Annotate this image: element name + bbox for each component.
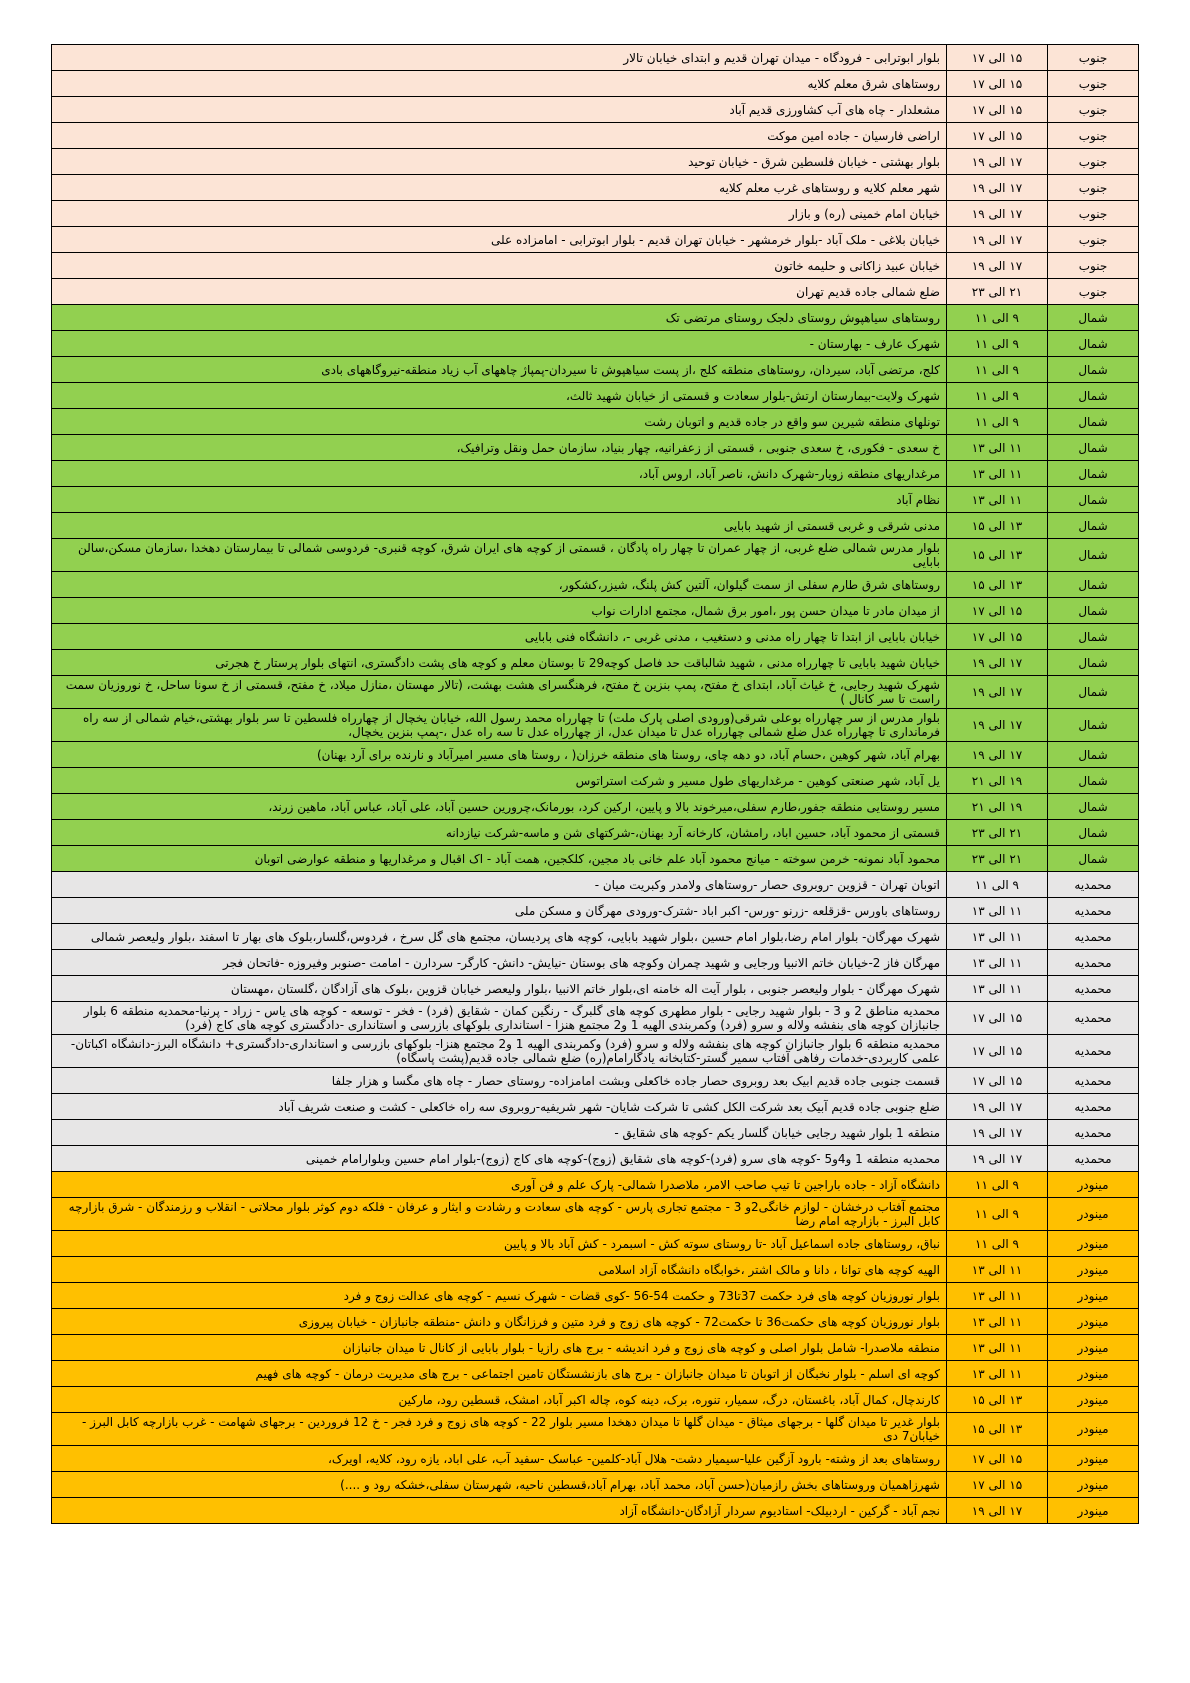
table-row — [52, 305, 1139, 331]
region-cell: جنوب — [1048, 227, 1139, 253]
time-cell: ۱۱ الی ۱۳ — [947, 976, 1048, 1002]
time-cell: ۱۷ الی ۱۹ — [947, 1120, 1048, 1146]
time-cell: ۲۱ الی ۲۳ — [947, 846, 1048, 872]
area-cell: مهرگان فاز 2-خیابان خاتم الانبیا ورجایی و شهید چمران وکوچه های بوستان -نیایش- دانش- کارگر- سردارن - امامت -صنوبر وفیروزه -فاتحان فجر — [52, 950, 947, 976]
table-row — [52, 1094, 1139, 1120]
area-cell: خیابان امام خمینی (ره) و بازار — [52, 201, 947, 227]
area-cell: بلوار مدرس از سر چهارراه بوعلی شرقی(ورودی اصلی پارک ملت) تا چهارراه محمد رسول الله، خیابان یخچال از چهارراه فلسطین تا سر بلوار بهشتی،خیام شمالی از سه راه فرمانداری تا چهارراه عدل ضلع شمالی چهارراه عدل تا میدان عدل، از چهارراه عدل تا سه راه عدل ،-پمپ بنزین یخچال، — [52, 709, 947, 742]
time-cell: ۱۵ الی ۱۷ — [947, 1446, 1048, 1472]
table-row — [52, 820, 1139, 846]
area-cell: بلوار نوروزیان کوچه های حکمت36 تا حکمت72 - کوچه های زوج و فرد متین و فرزانگان و دانش -منطقه جانبازان - خیابان پیروزی — [52, 1309, 947, 1335]
table-row — [52, 898, 1139, 924]
table-row — [52, 1146, 1139, 1172]
time-cell: ۱۷ الی ۱۹ — [947, 1094, 1048, 1120]
table-row — [52, 624, 1139, 650]
area-cell: یل آباد، شهر صنعتی کوهین - مرغداریهای طول مسیر و شرکت استراتوس — [52, 768, 947, 794]
area-cell: ضلع جنوبی جاده قدیم آبیک بعد شرکت الکل کشی تا شرکت شایان- شهر شریفیه-روبروی سه راه خاکعلی - کشت و صنعت شریف آباد — [52, 1094, 947, 1120]
region-cell: محمدیه — [1048, 1035, 1139, 1068]
time-cell: ۱۱ الی ۱۳ — [947, 1335, 1048, 1361]
area-cell: تونلهای منطقه شیرین سو واقع در جاده قدیم و اتوبان رشت — [52, 409, 947, 435]
time-cell: ۱۵ الی ۱۷ — [947, 598, 1048, 624]
time-cell: ۱۷ الی ۱۹ — [947, 175, 1048, 201]
time-cell: ۱۱ الی ۱۳ — [947, 950, 1048, 976]
area-cell: بلوار مدرس شمالی ضلع غربی، از چهار عمران تا چهار راه پادگان ، قسمتی از کوچه های ایران شرق، کوچه قنبری- فردوسی شمالی تا بیمارستان دهخدا ،سازمان مسکن،سالن بابایی — [52, 539, 947, 572]
region-cell: شمال — [1048, 768, 1139, 794]
table-row — [52, 331, 1139, 357]
time-cell: ۱۱ الی ۱۳ — [947, 487, 1048, 513]
area-cell: بلوار بهشتی - خیابان فلسطین شرق - خیابان توحید — [52, 149, 947, 175]
area-cell: دانشگاه آزاد - جاده باراجین تا تیپ صاحب الامر، ملاصدرا شمالی- پارک علم و فن آوری — [52, 1172, 947, 1198]
table-row — [52, 1068, 1139, 1094]
time-cell: ۱۵ الی ۱۷ — [947, 45, 1048, 71]
table-row — [52, 149, 1139, 175]
region-cell: شمال — [1048, 572, 1139, 598]
region-cell: جنوب — [1048, 253, 1139, 279]
table-row — [52, 1035, 1139, 1068]
area-cell: مشعلدار - چاه های آب کشاورزی قدیم آباد — [52, 97, 947, 123]
region-cell: مینودر — [1048, 1257, 1139, 1283]
region-cell: مینودر — [1048, 1231, 1139, 1257]
area-cell: بلوار ابوترابی - فرودگاه - میدان تهران قدیم و ابتدای خیابان تالار — [52, 45, 947, 71]
area-cell: شهرک عارف - بهارستان - — [52, 331, 947, 357]
time-cell: ۱۵ الی ۱۷ — [947, 1068, 1048, 1094]
time-cell: ۱۵ الی ۱۷ — [947, 1002, 1048, 1035]
area-cell: بلوار غدیر تا میدان گلها - برجهای میثاق - میدان گلها تا میدان دهخدا مسیر بلوار 22 - کوچه های زوج و فرد فجر - خ 12 فروردین - برجهای شهامت - غرب بازارچه کابل البرز - خیابان7 دی — [52, 1413, 947, 1446]
area-cell: محمدیه منطقه 1 و4و5 -کوچه های سرو (فرد)-کوچه های شقایق (زوج)-کوچه های کاج (زوج)-بلوار امام حسین وبلوارامام خمینی — [52, 1146, 947, 1172]
table-row — [52, 1283, 1139, 1309]
area-cell: اراضی فارسیان - جاده امین موکت — [52, 123, 947, 149]
time-cell: ۹ الی ۱۱ — [947, 305, 1048, 331]
time-cell: ۱۷ الی ۱۹ — [947, 742, 1048, 768]
region-cell: جنوب — [1048, 97, 1139, 123]
table-row — [52, 650, 1139, 676]
region-cell: شمال — [1048, 331, 1139, 357]
area-cell: محمدیه مناطق 2 و 3 - بلوار شهید رجایی - بلوار مطهری کوچه های گلبرگ - رنگین کمان - شقایق (فرد) - فخر - توسعه - کوچه های یاس - زراد - پرنیا-محمدیه منطقه 6 بلوار جانبازان کوچه های بنفشه ولاله و سرو (فرد) وکمربندی الهیه 1 و2 مجتمع هنزا - استانداری بلوکهای بازرسی و استانداری -دادگستری کوچه های کاج (فرد) — [52, 1002, 947, 1035]
region-cell: جنوب — [1048, 279, 1139, 305]
area-cell: ضلع شمالی جاده قدیم تهران — [52, 279, 947, 305]
table-row — [52, 676, 1139, 709]
time-cell: ۹ الی ۱۱ — [947, 1231, 1048, 1257]
region-cell: شمال — [1048, 709, 1139, 742]
time-cell: ۱۷ الی ۱۹ — [947, 149, 1048, 175]
region-cell: شمال — [1048, 598, 1139, 624]
area-cell: محمدیه منطقه 6 بلوار جانبازان کوچه های بنفشه ولاله و سرو (فرد) وکمربندی الهیه 1 و2 مجتمع هنزا- بلوکهای بازرسی و استانداری-دادگستری+ دانشگاه البرز-دانشگاه اکباتان-علمی کاربردی-خدمات رفاهی آفتاب سمیر گستر-کتابخانه یادگارامام(ره) ضلع شمالی جاده قدیم(پشت پاسگاه) — [52, 1035, 947, 1068]
region-cell: شمال — [1048, 383, 1139, 409]
area-cell: مرغداریهای منطقه زویار-شهرک دانش، ناصر آباد، اروس آباد، — [52, 461, 947, 487]
time-cell: ۱۱ الی ۱۳ — [947, 1309, 1048, 1335]
area-cell: خیابان عبید زاکانی و حلیمه خاتون — [52, 253, 947, 279]
time-cell: ۹ الی ۱۱ — [947, 357, 1048, 383]
table-row — [52, 227, 1139, 253]
table-row — [52, 1257, 1139, 1283]
area-cell: شهرک مهرگان - بلوار ولیعصر جنوبی ، بلوار آیت اله خامنه ای،بلوار خاتم الانبیا ،بلوار ولیعصر خیابان قزوین ،بلوک های آزادگان ،گلستان ،مهستان — [52, 976, 947, 1002]
area-cell: خیابان بابایی از ابتدا تا چهار راه مدنی و دستغیب ، مدنی غربی -، دانشگاه فنی بابایی — [52, 624, 947, 650]
table-row — [52, 513, 1139, 539]
table-row — [52, 45, 1139, 71]
time-cell: ۱۱ الی ۱۳ — [947, 461, 1048, 487]
area-cell: شهرک مهرگان- بلوار امام رضا،بلوار امام حسین ،بلوار شهید بابایی، کوچه های پردیسان، مجتمع های گل سرخ ، فردوس،گلسار،بلوک های بهار تا اسفند ،بلوار ولیعصر شمالی — [52, 924, 947, 950]
region-cell: شمال — [1048, 357, 1139, 383]
region-cell: محمدیه — [1048, 924, 1139, 950]
region-cell: محمدیه — [1048, 1002, 1139, 1035]
region-cell: جنوب — [1048, 45, 1139, 71]
region-cell: جنوب — [1048, 149, 1139, 175]
table-row — [52, 1387, 1139, 1413]
region-cell: مینودر — [1048, 1172, 1139, 1198]
area-cell: شهرزاهمیان وروستاهای بخش رازمیان(حسن آباد، محمد آباد، بهرام آباد،قسطین ناحیه، شهرستان سفلی،خشکه رود و ....) — [52, 1472, 947, 1498]
region-cell: شمال — [1048, 487, 1139, 513]
table-row — [52, 1309, 1139, 1335]
region-cell: شمال — [1048, 409, 1139, 435]
time-cell: ۱۱ الی ۱۳ — [947, 435, 1048, 461]
area-cell: مدنی شرقی و غربی قسمتی از شهید بابایی — [52, 513, 947, 539]
table-row — [52, 71, 1139, 97]
region-cell: شمال — [1048, 305, 1139, 331]
region-cell: جنوب — [1048, 71, 1139, 97]
table-row — [52, 872, 1139, 898]
region-cell: مینودر — [1048, 1309, 1139, 1335]
region-cell: مینودر — [1048, 1387, 1139, 1413]
time-cell: ۱۳ الی ۱۵ — [947, 572, 1048, 598]
area-cell: مجتمع آفتاب درخشان - لوازم خانگی2و 3 - مجتمع تجاری پارس - کوچه های سعادت و رشادت و ایثار و عرفان - فلکه دوم کوثر بلوار محلاتی - انقلاب و رزمندگان - شرق بازارچه کابل البرز - بازارچه امام رضا — [52, 1198, 947, 1231]
area-cell: خیابان شهید بابایی تا چهارراه مدنی ، شهید شالباقت حد فاصل کوچه29 تا بوستان معلم و کوچه های پشت دادگستری، انتهای بلوار پرستار خ هجرتی — [52, 650, 947, 676]
region-cell: جنوب — [1048, 123, 1139, 149]
area-cell: منطقه 1 بلوار شهید رجایی خیابان گلسار یکم -کوچه های شقایق - — [52, 1120, 947, 1146]
area-cell: محمود آباد نمونه- خرمن سوخته - میانج محمود آباد علم خانی باد مجین، کلکجین، همت آباد - اک اقبال و مرغداریها و منطقه عوارضی اتوبان — [52, 846, 947, 872]
table-row — [52, 1446, 1139, 1472]
table-row — [52, 768, 1139, 794]
time-cell: ۱۹ الی ۲۱ — [947, 794, 1048, 820]
table-row — [52, 435, 1139, 461]
region-cell: محمدیه — [1048, 1094, 1139, 1120]
region-cell: شمال — [1048, 820, 1139, 846]
area-cell: نباق، روستاهای جاده اسماعیل آباد -تا روستای سوته کش - اسبمرد - کش آباد بالا و پایین — [52, 1231, 947, 1257]
area-cell: شهر معلم کلایه و روستاهای غرب معلم کلایه — [52, 175, 947, 201]
time-cell: ۱۳ الی ۱۵ — [947, 513, 1048, 539]
table-row — [52, 924, 1139, 950]
region-cell: محمدیه — [1048, 1146, 1139, 1172]
time-cell: ۹ الی ۱۱ — [947, 331, 1048, 357]
table-row — [52, 1172, 1139, 1198]
region-cell: شمال — [1048, 846, 1139, 872]
time-cell: ۱۷ الی ۱۹ — [947, 709, 1048, 742]
table-row — [52, 1361, 1139, 1387]
time-cell: ۱۱ الی ۱۳ — [947, 1361, 1048, 1387]
time-cell: ۱۳ الی ۱۵ — [947, 1387, 1048, 1413]
region-cell: شمال — [1048, 461, 1139, 487]
region-cell: شمال — [1048, 676, 1139, 709]
region-cell: مینودر — [1048, 1446, 1139, 1472]
time-cell: ۱۷ الی ۱۹ — [947, 650, 1048, 676]
time-cell: ۱۷ الی ۱۹ — [947, 676, 1048, 709]
time-cell: ۱۹ الی ۲۱ — [947, 768, 1048, 794]
region-cell: شمال — [1048, 650, 1139, 676]
region-cell: شمال — [1048, 539, 1139, 572]
table-row — [52, 976, 1139, 1002]
region-cell: مینودر — [1048, 1361, 1139, 1387]
time-cell: ۱۱ الی ۱۳ — [947, 924, 1048, 950]
area-cell: قسمت جنوبی جاده قدیم ابیک بعد روبروی حصار جاده خاکعلی وبشت امامزاده- روستای حصار - چاه های مگسا و هزار جلفا — [52, 1068, 947, 1094]
region-cell: جنوب — [1048, 175, 1139, 201]
time-cell: ۹ الی ۱۱ — [947, 872, 1048, 898]
area-cell: نظام آباد — [52, 487, 947, 513]
time-cell: ۹ الی ۱۱ — [947, 383, 1048, 409]
time-cell: ۱۷ الی ۱۹ — [947, 253, 1048, 279]
area-cell: کوچه ای اسلم - بلوار نخبگان از اتوبان تا میدان جانبازان - برج های بازنشستگان تامین اجتماعی - برج های مدیریت درمان - کوچه های فهیم — [52, 1361, 947, 1387]
table-row — [52, 950, 1139, 976]
region-cell: مینودر — [1048, 1335, 1139, 1361]
area-cell: نجم آباد - گرکین - اردبیلک- استادیوم سردار آزادگان-دانشگاه آزاد — [52, 1498, 947, 1524]
table-row — [52, 742, 1139, 768]
time-cell: ۱۵ الی ۱۷ — [947, 1472, 1048, 1498]
region-cell: شمال — [1048, 435, 1139, 461]
time-cell: ۱۷ الی ۱۹ — [947, 1498, 1048, 1524]
region-cell: محمدیه — [1048, 872, 1139, 898]
area-cell: روستاهای بعد از وشته- بارود آزگین علیا-سیمیار دشت- هلال آباد-کلمین- عباسک -سفید آب، علی اباد، یازه رود، کلایه، اویرک، — [52, 1446, 947, 1472]
table-row — [52, 461, 1139, 487]
area-cell: اتوبان تهران - قزوین -روبروی حصار -روستاهای ولامدر وکبریت میان - — [52, 872, 947, 898]
area-cell: قسمتی از محمود آباد، حسین اباد، رامشان، کارخانه آرد بهنان،-شرکتهای شن و ماسه-شرکت نیازدانه — [52, 820, 947, 846]
table-row — [52, 1231, 1139, 1257]
table-row — [52, 253, 1139, 279]
area-cell: بهرام آباد، شهر کوهین ،حسام آباد، دو دهه چای، روستا های منطقه خرزان( ، روستا های مسیر امیرآباد و نارنده برای آرد بهنان) — [52, 742, 947, 768]
area-cell: شهرک ولایت-بیمارستان ارتش-بلوار سعادت و قسمتی از خیابان شهید ثالث، — [52, 383, 947, 409]
table-row — [52, 383, 1139, 409]
table-row — [52, 97, 1139, 123]
area-cell: بلوار نوروزیان کوچه های فرد حکمت 37تا73 و حکمت 54-56 -کوی قضات - شهرک نسیم - کوچه های عدالت زوج و فرد — [52, 1283, 947, 1309]
area-cell: کلج، مرتضی آباد، سیردان، روستاهای منطقه کلج ،از پست سیاهپوش تا سیردان-پمپاژ چاههای آب زیاد منطقه-نیروگاههای بادی — [52, 357, 947, 383]
area-cell: روستاهای شرق طارم سفلی از سمت گیلوان، آلتین کش پلنگ، شیزر،کشکور، — [52, 572, 947, 598]
area-cell: از میدان مادر تا میدان حسن پور ،امور برق شمال، مجتمع ادارات نواب — [52, 598, 947, 624]
time-cell: ۹ الی ۱۱ — [947, 409, 1048, 435]
area-cell: منطقه ملاصدرا- شامل بلوار اصلی و کوچه های زوج و فرد اندیشه - برج های رازیا - بلوار بابایی از کانال تا میدان جانبازان — [52, 1335, 947, 1361]
time-cell: ۲۱ الی ۲۳ — [947, 279, 1048, 305]
area-cell: شهرک شهید رجایی، خ غیاث آباد، ابتدای خ مفتح، پمپ بنزین خ مفتح، فرهنگسرای هشت بهشت، (تالار مهستان ،منازل میلاد، خ مفتح، قسمتی از خ سونا ساحل، خ نوروزیان سمت راست تا سر کانال ) — [52, 676, 947, 709]
region-cell: جنوب — [1048, 201, 1139, 227]
region-cell: مینودر — [1048, 1498, 1139, 1524]
region-cell: محمدیه — [1048, 950, 1139, 976]
area-cell: روستاهای سیاهپوش روستای دلجک روستای مرتضی تک — [52, 305, 947, 331]
table-row — [52, 123, 1139, 149]
time-cell: ۱۱ الی ۱۳ — [947, 1257, 1048, 1283]
region-cell: شمال — [1048, 624, 1139, 650]
table-row — [52, 357, 1139, 383]
time-cell: ۱۷ الی ۱۹ — [947, 201, 1048, 227]
table-row — [52, 572, 1139, 598]
table-row — [52, 201, 1139, 227]
region-cell: شمال — [1048, 794, 1139, 820]
time-cell: ۱۵ الی ۱۷ — [947, 624, 1048, 650]
time-cell: ۱۵ الی ۱۷ — [947, 71, 1048, 97]
region-cell: شمال — [1048, 742, 1139, 768]
area-cell: خیابان بلاغی - ملک آباد -بلوار خرمشهر - خیابان تهران قدیم - بلوار ابوترابی - امامزاده علی — [52, 227, 947, 253]
time-cell: ۹ الی ۱۱ — [947, 1198, 1048, 1231]
table-row — [52, 846, 1139, 872]
area-cell: روستاهای باورس -قزقلعه -زرنو -ورس- اکبر اباد -شترک-ورودی مهرگان و مسکن ملی — [52, 898, 947, 924]
region-cell: محمدیه — [1048, 976, 1139, 1002]
time-cell: ۱۱ الی ۱۳ — [947, 1283, 1048, 1309]
area-cell: خ سعدی - فکوری، خ سعدی جنوبی ، قسمتی از زعفرانیه، چهار بنیاد، سازمان حمل ونقل وترافیک، — [52, 435, 947, 461]
outage-schedule-table — [51, 44, 1139, 1524]
time-cell: ۱۵ الی ۱۷ — [947, 123, 1048, 149]
region-cell: مینودر — [1048, 1472, 1139, 1498]
region-cell: محمدیه — [1048, 1120, 1139, 1146]
time-cell: ۱۳ الی ۱۵ — [947, 539, 1048, 572]
table-row — [52, 409, 1139, 435]
time-cell: ۱۳ الی ۱۵ — [947, 1413, 1048, 1446]
region-cell: شمال — [1048, 513, 1139, 539]
region-cell: مینودر — [1048, 1413, 1139, 1446]
schedule-sheet — [51, 44, 1139, 1524]
region-cell: محمدیه — [1048, 1068, 1139, 1094]
table-row — [52, 794, 1139, 820]
table-row — [52, 709, 1139, 742]
table-row — [52, 1002, 1139, 1035]
time-cell: ۱۱ الی ۱۳ — [947, 898, 1048, 924]
time-cell: ۱۵ الی ۱۷ — [947, 1035, 1048, 1068]
table-row — [52, 1120, 1139, 1146]
time-cell: ۱۵ الی ۱۷ — [947, 97, 1048, 123]
time-cell: ۹ الی ۱۱ — [947, 1172, 1048, 1198]
area-cell: کارندچال، کمال آباد، باغستان، درگ، سمیار، تنوره، برک، دینه کوه، چاله اکبر آباد، امشک، قسطین رود، مارکین — [52, 1387, 947, 1413]
table-row — [52, 1413, 1139, 1446]
table-row — [52, 539, 1139, 572]
area-cell: مسیر روستایی منطقه جفور،طارم سفلی،میرخوند بالا و پایین، ارکین کرد، بورمانک،چرورین حسین آباد، علی آباد، عباس آباد، ماهین زرند، — [52, 794, 947, 820]
time-cell: ۱۷ الی ۱۹ — [947, 1146, 1048, 1172]
time-cell: ۲۱ الی ۲۳ — [947, 820, 1048, 846]
table-row — [52, 1472, 1139, 1498]
region-cell: محمدیه — [1048, 898, 1139, 924]
area-cell: روستاهای شرق معلم کلایه — [52, 71, 947, 97]
table-row — [52, 1198, 1139, 1231]
area-cell: الهیه کوچه های توانا ، دانا و مالک اشتر ،خوابگاه دانشگاه آزاد اسلامی — [52, 1257, 947, 1283]
region-cell: مینودر — [1048, 1198, 1139, 1231]
table-row — [52, 279, 1139, 305]
table-row — [52, 487, 1139, 513]
time-cell: ۱۷ الی ۱۹ — [947, 227, 1048, 253]
schedule-table-body — [52, 45, 1139, 1524]
region-cell: مینودر — [1048, 1283, 1139, 1309]
table-row — [52, 598, 1139, 624]
table-row — [52, 175, 1139, 201]
table-row — [52, 1498, 1139, 1524]
table-row — [52, 1335, 1139, 1361]
